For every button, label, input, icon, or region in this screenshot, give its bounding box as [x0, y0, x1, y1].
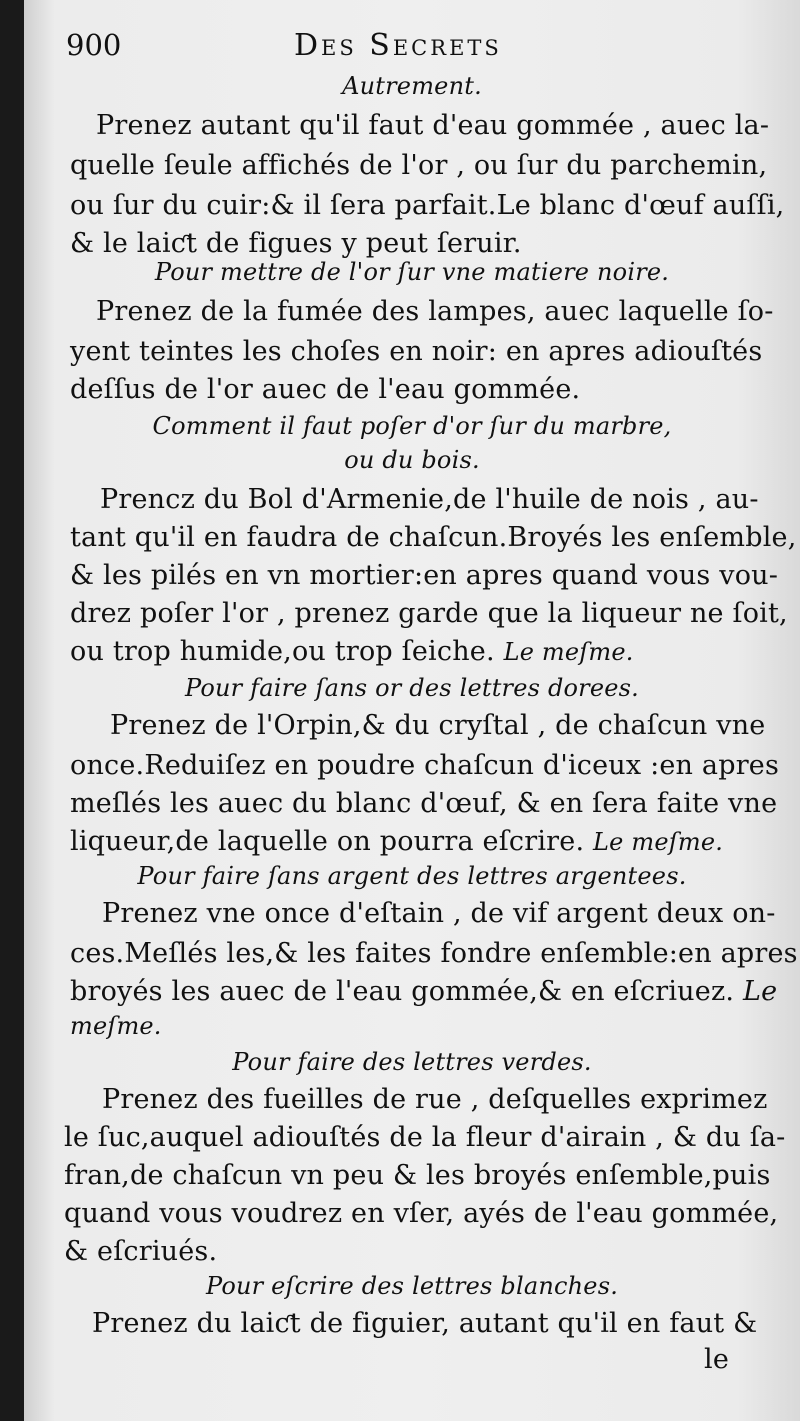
text-line: & eſcriués.: [64, 1236, 218, 1267]
text-line: deſſus de l'or auec de l'eau gommée.: [70, 374, 581, 405]
running-head: Des Secrets: [294, 28, 502, 63]
text-line: fran,de chaſcun vn peu & les broyés enſemble,puis: [64, 1160, 771, 1191]
section-title: Pour mettre de l'or ſur vne matiere noire.: [154, 258, 670, 286]
text-line: ou ſur du cuir:& il ſera parfait.Le blanc d'œuf auſſi,: [70, 190, 785, 221]
text-line: & les pilés en vn mortier:en apres quand vous vou-: [70, 560, 779, 591]
text-line: [70, 636, 634, 667]
text-line: [70, 826, 723, 857]
text-line: le ſuc,auquel adiouſtés de la fleur d'airain , & du ſa-: [64, 1122, 786, 1153]
text-line: quelle ſeule affichés de l'or , ou ſur du parchemin,: [70, 150, 768, 181]
text-line: quand vous voudrez en vſer, ayés de l'eau gommée,: [64, 1198, 779, 1229]
text-line: meſlés les auec du blanc d'œuf, & en ſera faite vne: [70, 788, 778, 819]
attribution-continued: meſme.: [70, 1012, 162, 1040]
section-title: Autrement.: [342, 72, 482, 100]
text-line: Prenez vne once d'eſtain , de vif argent deux on-: [102, 898, 776, 929]
attribution: Le: [742, 976, 778, 1007]
text-run: liqueur,de laquelle on pourra eſcrire.: [70, 826, 585, 857]
text-line: tant qu'il en faudra de chaſcun.Broyés les enſemble,: [70, 522, 797, 553]
section-title: Pour faire des lettres verdes.: [232, 1048, 592, 1076]
attribution: Le meſme.: [593, 828, 724, 856]
text-run: broyés les auec de l'eau gommée,& en eſcriuez.: [70, 976, 735, 1007]
text-line: & le laiƈt de figues y peut ſeruir.: [70, 228, 522, 259]
page-number: 900: [66, 28, 122, 62]
text-run: ou trop humide,ou trop ſeiche.: [70, 636, 495, 667]
text-line: Prenez du laiƈt de figuier, autant qu'il en faut &: [92, 1308, 758, 1339]
text-line: Prenez de l'Orpin,& du cryſtal , de chaſcun vne: [110, 710, 766, 741]
text-line: Prenez autant qu'il faut d'eau gommée , auec la-: [96, 110, 770, 141]
section-title: Pour faire ſans argent des lettres argentees.: [137, 862, 687, 890]
section-title: Pour faire ſans or des lettres dorees.: [184, 674, 640, 702]
text-line: [70, 976, 777, 1007]
book-page: [24, 0, 800, 1421]
section-title: Comment il faut poſer d'or ſur du marbre,: [152, 412, 672, 440]
text-line: yent teintes les choſes en noir: en apres adiouſtés: [70, 336, 763, 367]
attribution: Le meſme.: [503, 638, 634, 666]
page-header: [24, 28, 800, 68]
text-line: ces.Meſlés les,& les faites fondre enſemble:en apres: [70, 938, 798, 969]
text-line: Prenez de la fumée des lampes, auec laquelle ſo-: [96, 296, 774, 327]
text-line: once.Reduiſez en poudre chaſcun d'iceux :en apres: [70, 750, 780, 781]
section-title: Pour eſcrire des lettres blanches.: [205, 1272, 619, 1300]
section-title-continued: ou du bois.: [344, 446, 480, 474]
text-line: le: [704, 1344, 730, 1375]
text-line: Prencz du Bol d'Armenie,de l'huile de nois , au-: [100, 484, 759, 515]
text-line: drez poſer l'or , prenez garde que la liqueur ne ſoit,: [70, 598, 788, 629]
text-line: Prenez des fueilles de rue , deſquelles exprimez: [102, 1084, 768, 1115]
